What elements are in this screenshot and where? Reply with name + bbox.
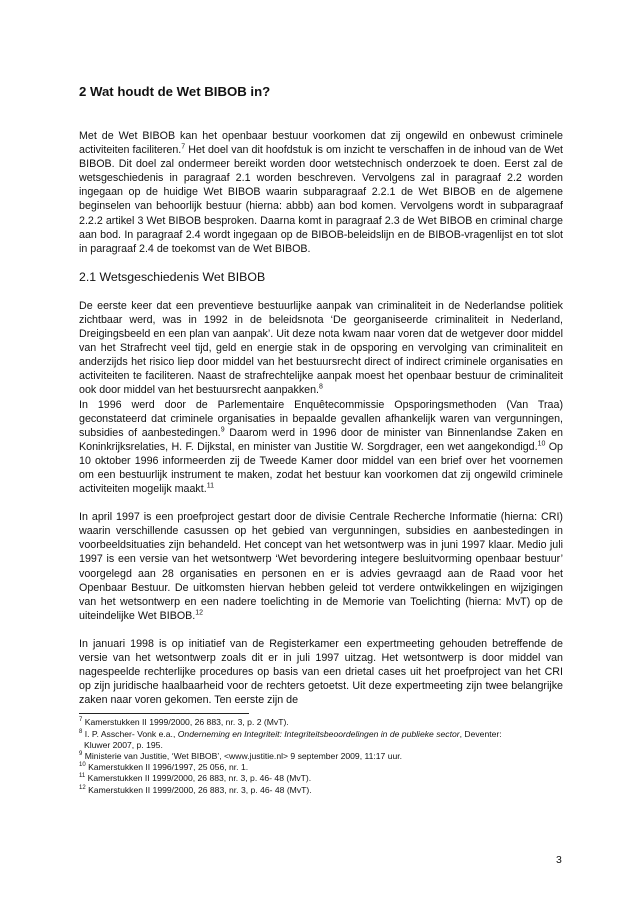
footnote-ref-10[interactable]: 10 <box>537 440 546 448</box>
intro-text-1: Met de Wet BIBOB kan het openbaar bestuur voorkomen dat zij ongewild en onbewust criminele activiteiten faciliteren. <box>79 130 563 157</box>
footnote-8 <box>79 729 563 751</box>
history-p1-text: De eerste keer dat een preventieve bestuurlijke aanpak van criminaliteit in de Nederlandse politiek zichtbaar werd, was in 1992 in de beleidsnota ‘De georganiseerde criminaliteit in Nederland, Dreigingsbeeld en een plan van aanpak’. Uit deze nota kwam naar voren dat de wetgever door middel van het Strafrecht veel tijd, geld en energie stak in de opsporing en vervolging van criminaliteit en anderzijds het risico liep door middel van het bestuursrecht direct of indirect criminele organisaties en activiteiten te faciliteren. Naast de strafrechtelijke aanpak moest het openbaar bestuur de criminaliteit ook door middel van het bestuursrecht aanpakken. <box>79 299 563 397</box>
history-p2-text-2: Daarom werd in 1996 door de minister van Binnenlandse Zaken en Koninkrijksrelaties, H. F. Dijkstal, en minister van Justitie W. Sorgdrager, een wet aangekondigd. <box>79 426 564 453</box>
footnote-separator <box>79 713 249 714</box>
footnote-ref-12[interactable]: 12 <box>195 609 204 617</box>
history-p2-text-3: Op 10 oktober 1996 informeerden zij de Tweede Kamer door middel van een brief over het voornemen om een bestuurlijk instrument te maken, zodat het bestuur kan voorkomen dat zij ongewild criminele activiteiten mogelijk maakt. <box>79 440 563 496</box>
footnote-ref-7[interactable]: 7 <box>181 143 186 151</box>
footnote-text: Kamerstukken II 1999/2000, 26 883, nr. 3, p. 46- 48 (MvT). <box>85 773 312 784</box>
footnote-10 <box>79 762 563 773</box>
intro-paragraph <box>79 129 563 256</box>
history-paragraph-2 <box>79 398 563 497</box>
footnote-text: I. P. Asscher- Vonk e.a., <box>82 728 178 739</box>
footnote-12 <box>79 785 563 796</box>
footnote-text: Kamerstukken II 1999/2000, 26 883, nr. 3, p. 46- 48 (MvT). <box>85 784 312 795</box>
footnote-11 <box>79 773 563 784</box>
footnote-number: 7 <box>79 717 83 724</box>
history-p2-text-1: In 1996 werd door de Parlementaire Enquêtecommissie Opsporingsmethoden (Van Traa) geconstateerd dat criminele organisaties in bepaalde gevallen afhankelijk waren van vergunningen, subsidies of aanbestedingen. <box>79 398 563 439</box>
page-content <box>79 84 563 796</box>
footnote-continuation: Kluwer 2007, p. 195. <box>84 739 163 750</box>
footnote-text: Ministerie van Justitie, ‘Wet BIBOB’, <www.justitie.nl> 9 september 2009, 11:17 uur. <box>82 750 403 761</box>
section-title: 2.1 Wetsgeschiedenis Wet BIBOB <box>79 269 266 284</box>
footnotes <box>79 717 563 795</box>
footnote-number: 11 <box>79 773 86 780</box>
footnote-text: , Deventer: <box>459 728 502 739</box>
history-paragraph-4 <box>79 637 563 707</box>
footnote-number: 9 <box>79 751 83 758</box>
history-paragraph-1 <box>79 299 563 398</box>
history-paragraph-3 <box>79 510 563 623</box>
footnote-7 <box>79 717 563 728</box>
footnote-text: Kamerstukken II 1999/2000, 26 883, nr. 3, p. 2 (MvT). <box>82 717 289 728</box>
page-number: 3 <box>556 854 562 866</box>
history-p4-text: In januari 1998 is op initiatief van de Registerkamer een expertmeeting gehouden betreffende de versie van het wetsontwerp zoals dit er in juli 1997 uitzag. Het wetsontwerp is door middel van nagespeelde rechterlijke procedures op basis van een drietal cases uit het proefproject van het CRI op zijn juridische haalbaarheid voor de rechters getoetst. Uit deze expertmeeting zijn twee belangrijke zaken naar voren gekomen. Ten eerste zijn de <box>79 637 563 707</box>
history-p3-text: In april 1997 is een proefproject gestart door de divisie Centrale Recherche Informatie (hierna: CRI) waarin verschillende casussen op het gebied van vergunningen, subsidies en aanbestedingen in voorbeeldsituaties zijn behandeld. Het concept van het wetsontwerp was in juni 1997 klaar. Medio juli 1997 is een versie van het wetsontwerp ‘Wet bevordering integere besluitvorming openbaar bestuur’ voorgelegd aan 28 organisaties en personen en er is advies gevraagd aan de Raad voor het Openbaar Bestuur. De uitkomsten hiervan hebben geleid tot verdere ontwikkelingen en wijzigingen van het wetsontwerp en een nadere toelichting in de Memorie van Toelichting (hierna: MvT) op de uiteindelijke Wet BIBOB. <box>79 511 563 622</box>
intro-text-2: Het doel van dit hoofdstuk is om inzicht te verschaffen in de inhoud van de Wet BIBOB. Dit doel zal ondermeer bereikt worden door wetstechnisch onderzoek te doen. Eerst zal de wetsgeschiedenis in paragraaf 2.1 worden beschreven. Vervolgens zal in paragraaf 2.2 worden ingegaan op de huidige Wet BIBOB waarin subparagraaf 2.2.1 de Wet BIBOB en de algemene beginselen van behoorlijk bestuur (hierna: abbb) aan bod komen. Vervolgens wordt in subparagraaf 2.2.2 artikel 3 Wet BIBOB besproken. Daarna komt in paragraaf 2.3 de Wet BIBOB en criminal charge aan bod. In paragraaf 2.4 wordt ingegaan op de BIBOB-beleidslijn en de BIBOB-vragenlijst en tot slot in paragraaf 2.4 de toekomst van de Wet BIBOB. <box>79 144 563 255</box>
footnote-ref-11[interactable]: 11 <box>206 482 214 490</box>
footnote-number: 12 <box>79 784 86 791</box>
footnote-book-title: Onderneming en Integriteit: Integriteitsbeoordelingen in de publieke sector <box>177 728 460 739</box>
chapter-title: 2 Wat houdt de Wet BIBOB in? <box>79 84 271 99</box>
footnote-9 <box>79 751 563 762</box>
footnote-ref-9[interactable]: 9 <box>220 426 225 434</box>
footnote-number: 10 <box>79 762 86 769</box>
footnote-number: 8 <box>79 728 83 735</box>
footnote-text: Kamerstukken II 1996/1997, 25 056, nr. 1. <box>85 762 249 773</box>
footnote-ref-8[interactable]: 8 <box>319 383 323 391</box>
